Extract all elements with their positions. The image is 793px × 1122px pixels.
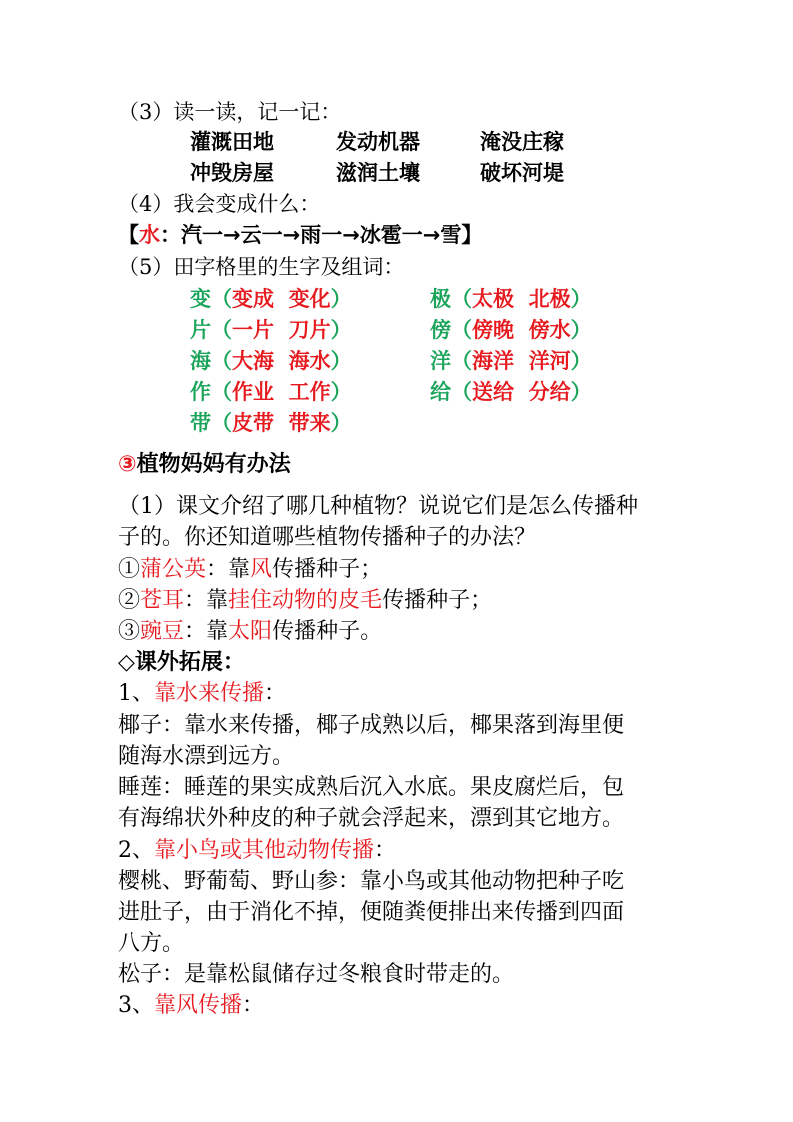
water-word: 水: [139, 223, 160, 247]
char-group: 变（变成 变化）: [190, 287, 352, 311]
item4-label: （4）我会变成什么：: [118, 192, 321, 216]
ext-subheading-wind: 3、靠风传播：: [118, 993, 265, 1018]
ext-para-pine: 松子：是靠松鼠储存过冬粮食时带走的。: [118, 962, 515, 987]
answer-cocklebur: ②苍耳：靠挂住动物的皮毛传播种子；: [118, 588, 493, 613]
water-chain-text: ：汽一→云一→雨一→冰雹一→雪】: [160, 223, 483, 247]
char-group: 给（送给 分给）: [430, 380, 592, 404]
vocab-word: 灌溉田地: [190, 130, 274, 154]
vocab-word: 发动机器: [336, 130, 420, 154]
ext-para-cherry-1: 樱桃、野葡萄、野山参：靠小鸟或其他动物把种子吃: [118, 869, 625, 894]
lesson-heading: [118, 450, 291, 480]
vocab-row-1: [190, 127, 610, 157]
ext-para-waterlily-1: 睡莲：睡莲的果实成熟后沉入水底。果皮腐烂后，包: [118, 775, 625, 800]
ext-subheading-animals: 2、靠小鸟或其他动物传播：: [118, 838, 397, 863]
vocab-word: 淹没庄稼: [480, 130, 564, 154]
bracket-open: 【: [118, 223, 139, 247]
item5-label: （5）田字格里的生字及组词：: [118, 255, 405, 279]
question-1-line-1: （1）课文介绍了哪几种植物？说说它们是怎么传播种: [118, 494, 638, 519]
water-cycle-chain: [118, 220, 482, 250]
ext-para-cherry-3: 八方。: [118, 931, 185, 956]
extension-heading: ◇课外拓展：: [118, 650, 245, 675]
char-group: 片（一片 刀片）: [190, 318, 352, 342]
vocab-word: 冲毁房屋: [190, 161, 274, 185]
vocab-row-2: [190, 158, 610, 188]
ext-para-waterlily-2: 有海绵状外种皮的种子就会浮起来，漂到其它地方。: [118, 806, 625, 831]
answer-dandelion: ①蒲公英：靠风传播种子；: [118, 557, 383, 582]
char-group: 洋（海洋 洋河）: [430, 349, 592, 373]
ext-para-coconut-1: 椰子：靠水来传播，椰子成熟以后，椰果落到海里便: [118, 713, 625, 738]
char-group: 极（太极 北极）: [430, 287, 592, 311]
vocab-word: 破坏河堤: [480, 161, 564, 185]
char-group: 海（大海 海水）: [190, 349, 352, 373]
char-group: 带（皮带 带来）: [190, 411, 352, 435]
answer-pea: ③豌豆：靠太阳传播种子。: [118, 619, 383, 644]
char-group: 作（作业 工作）: [190, 380, 352, 404]
ext-para-coconut-2: 随海水漂到远方。: [118, 744, 295, 769]
item3-label: （3）读一读，记一记：: [118, 100, 342, 124]
vocab-word: 滋润土壤: [336, 161, 420, 185]
ext-subheading-water: 1、靠水来传播：: [118, 681, 287, 706]
char-group: 傍（傍晚 傍水）: [430, 318, 592, 342]
ext-para-cherry-2: 进肚子，由于消化不掉，便随粪便排出来传播到四面: [118, 900, 625, 925]
lesson-number: ③: [118, 452, 137, 477]
question-1-line-2: 子的。你还知道哪些植物传播种子的办法？: [118, 525, 537, 550]
lesson-title: 植物妈妈有办法: [136, 452, 291, 477]
